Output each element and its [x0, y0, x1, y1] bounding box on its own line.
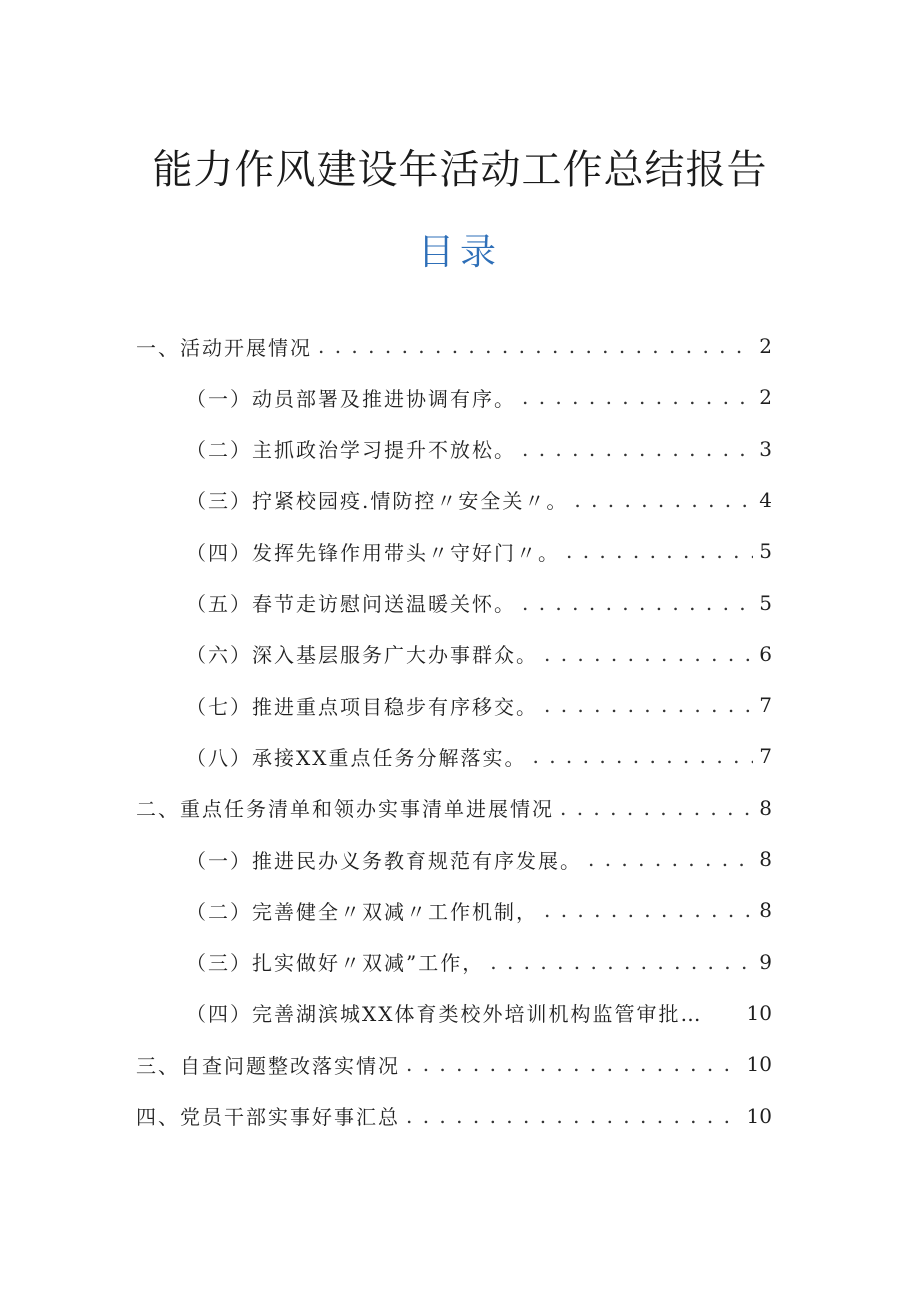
toc-entry-page-number: 10 — [746, 1000, 772, 1025]
toc-entry-page-number: 5 — [759, 590, 772, 615]
toc-leader-dots — [532, 744, 753, 768]
toc-entry-page-number: 6 — [759, 641, 772, 666]
toc-entry-page-number: 8 — [759, 898, 772, 923]
toc-leader-dots — [560, 796, 753, 820]
toc-entry-page-number: 7 — [759, 693, 772, 718]
toc-entry-label: （二）完善健全〃双减〃工作机制， — [186, 899, 538, 924]
toc-leader-dots — [566, 539, 753, 563]
toc-entry[interactable] — [186, 480, 772, 520]
toc-entry-page-number: 4 — [759, 487, 772, 512]
toc-leader-dots — [544, 898, 753, 922]
toc-entry-label: （八）承接XX重点任务分解落实。 — [186, 745, 527, 770]
toc-entry-label: （七）推进重点项目稳步有序移交。 — [186, 694, 538, 719]
toc-leader-dots — [318, 334, 753, 358]
toc-entry-label: 二、重点任务清单和领办实事清单进展情况 — [136, 797, 554, 822]
toc-leader-dots — [574, 488, 753, 512]
toc-leader-dots — [406, 1052, 741, 1076]
toc-entry-page-number: 2 — [759, 385, 772, 410]
toc-entry-label: （五）春节走访慰问送温暖关怀。 — [186, 592, 516, 616]
toc-leader-dots — [544, 693, 753, 717]
toc-entry-page-number: 7 — [759, 744, 772, 769]
toc-entry-page-number: 5 — [759, 539, 772, 564]
toc-entry[interactable] — [186, 531, 772, 571]
toc-entry-label: （四）完善湖滨城XX体育类校外培训机构监管审批… — [186, 1002, 703, 1027]
toc-entry-label: （三）扎实做好〃双减”工作， — [186, 951, 485, 976]
toc-entry[interactable] — [136, 1096, 772, 1136]
toc-entry-label: （一）推进民办义务教育规范有序发展。 — [186, 848, 582, 873]
toc-leader-dots — [522, 591, 753, 615]
toc-leader-dots — [522, 437, 753, 461]
toc-entry[interactable] — [186, 942, 772, 982]
toc-entry[interactable] — [186, 890, 772, 930]
toc-entry-label: （一）动员部署及推进协调有序。 — [186, 386, 516, 411]
toc-entry-page-number: 9 — [759, 949, 772, 974]
toc-heading: 目录 — [417, 232, 502, 273]
toc-entry-page-number: 10 — [746, 1052, 772, 1077]
toc-entry[interactable] — [186, 993, 772, 1033]
toc-entry-page-number: 10 — [746, 1103, 772, 1128]
toc-leader-dots — [588, 847, 753, 871]
toc-entry[interactable] — [186, 685, 772, 725]
toc-entry-label: （二）主抓政治学习提升不放松。 — [186, 438, 516, 463]
toc-leader-dots — [406, 1104, 741, 1128]
toc-entry[interactable] — [136, 1044, 772, 1084]
toc-entry-label: （四）发挥先锋作用带头〃守好门〃。 — [186, 540, 560, 565]
toc-entry-page-number: 8 — [759, 795, 772, 820]
toc-entry-page-number: 2 — [759, 334, 772, 358]
toc-entry-page-number: 3 — [759, 436, 772, 461]
toc-entry[interactable] — [186, 634, 772, 674]
toc-leader-dots — [544, 642, 753, 666]
toc-entry-page-number: 8 — [759, 847, 772, 871]
document-title: 能力作风建设年活动工作总结报告 — [152, 147, 768, 193]
toc-entry-label: （三）拧紧校园疫.情防控〃安全关〃。 — [186, 489, 569, 514]
toc-entry[interactable] — [186, 583, 772, 623]
toc-entry[interactable] — [186, 377, 772, 417]
toc-entry[interactable] — [136, 326, 772, 366]
toc-entry-label: （六）深入基层服务广大办事群众。 — [186, 643, 538, 668]
toc-entry[interactable] — [186, 839, 772, 879]
toc-leader-dots — [490, 950, 753, 974]
toc-entry[interactable] — [136, 788, 772, 828]
toc-entry-label: 一、活动开展情况 — [136, 335, 312, 360]
toc-entry-label: 四、党员干部实事好事汇总 — [136, 1105, 400, 1129]
toc-leader-dots — [522, 385, 753, 409]
toc-entry[interactable] — [186, 429, 772, 469]
toc-entry-label: 三、自查问题整改落实情况 — [136, 1053, 400, 1078]
toc-entry[interactable] — [186, 736, 772, 776]
